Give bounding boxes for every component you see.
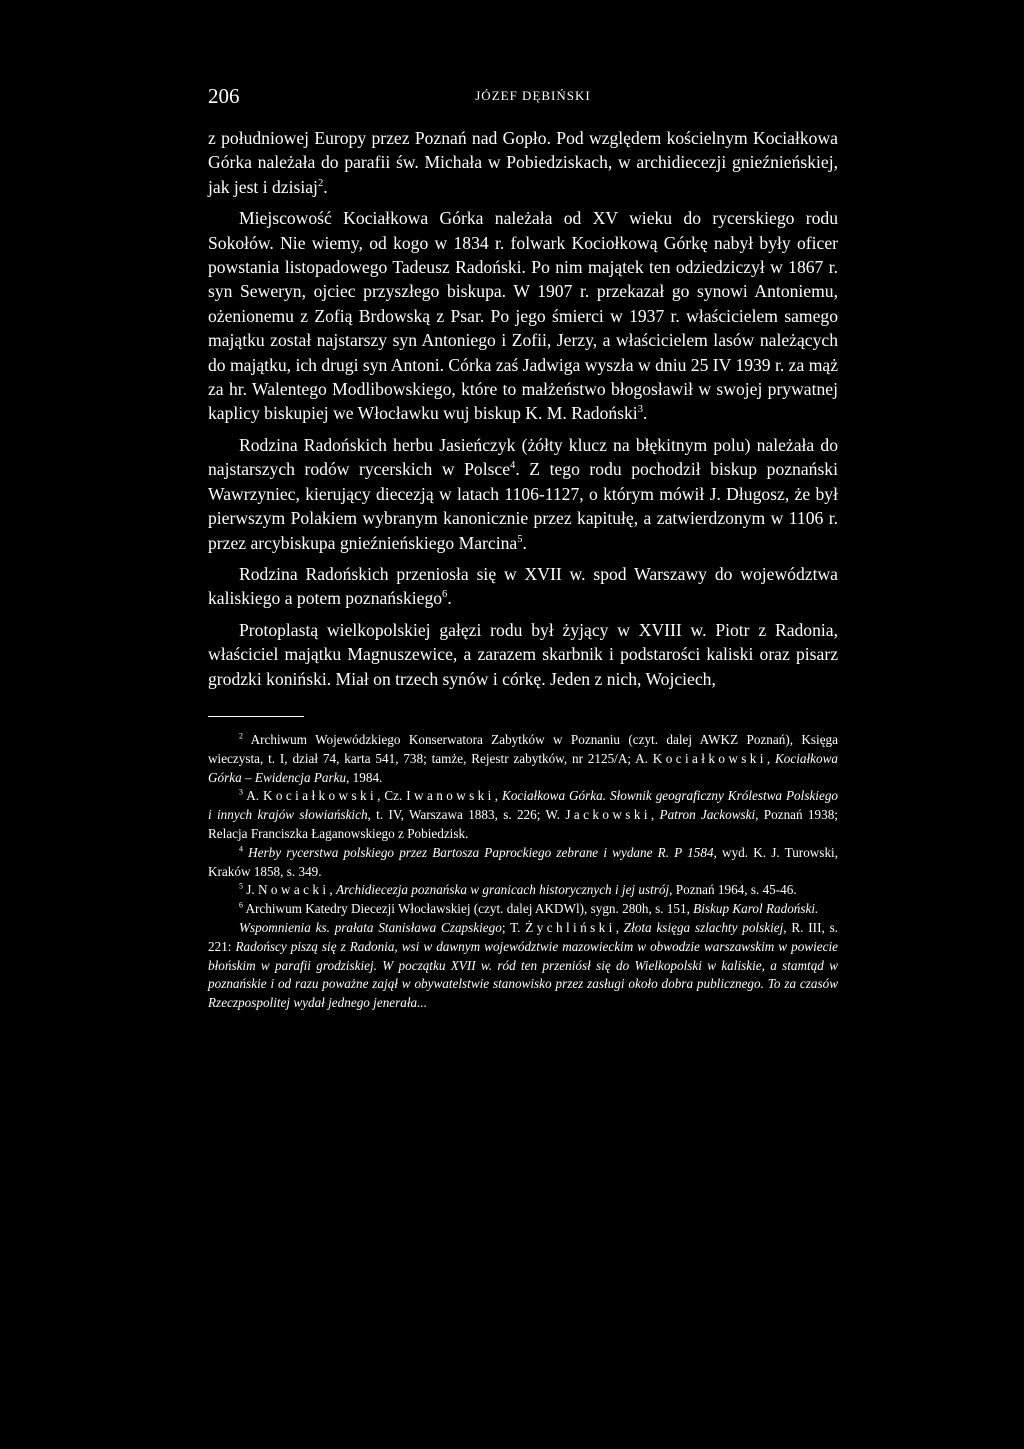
footnote-ref[interactable]: 5 [517, 533, 523, 545]
paragraph-1: z południowej Europy przez Poznań nad Gopło. Pod względem kościelnym Kociałkowa Górka należała do parafii św. Michała w Pobiedziskach, w archidiecezji gnieźnieńskiej, jak jest i dzisiaj$^2$. [208, 128, 838, 197]
footnote-2: $^2$ Archiwum Wojewódzkiego Konserwatora Zabytków w Poznaniu (czyt. dalej AWKZ Poznań), Księga wieczysta, t. I, dział 74, karta 541, 738; tamże, Rejestr zabytków, nr 2125/A; A. Kociałkowski, Kociałkowa Górka – Ewidencja Parku, 1984. [208, 731, 839, 785]
footnote-ref[interactable]: 6 [442, 589, 448, 601]
paragraph-2: Miejscowość Kociałkowa Górka należała od XV wieku do rycerskiego rodu Sokołów. Nie wiemy, od kogo w 1834 r. folwark Kociołkową Górkę nabył były oficer powstania listopadowego Tadeusz Radoński. Po nim majątek ten odziedziczył w 1867 r. syn Seweryn, ojciec przyszłego biskupa. W 1907 r. przekazał go synowi Antoniemu, ożenionemu z Zofią Brdowską z Psar. Po jego śmierci w 1937 r. właścicielem samego majątku został najstarszy syn Antoniego i Zofii, Jerzy, a właścicielem lasów należących do majątku, ich drugi syn Antoni. Córka zaś Jadwiga wyszła w dniu 25 IV 1939 r. za mąż za hr. Walentego Modlibowskiego, które to małżeństwo błogosławił w swojej prywatnej kaplicy biskupiej we Włocławku wuj biskup K. M. Radoński$^3$. [208, 208, 838, 424]
footnote-4: $^4$ Herby rycerstwa polskiego przez Bartosza Paprockiego zebrane i wydane R. P 1584, wyd. K. J. Turowski, Kraków 1858, s. 349. [208, 844, 838, 879]
footnote-ref[interactable]: 3 [637, 404, 643, 416]
paragraph-4: Rodzina Radońskich przeniosła się w XVII w. spod Warszawy do województwa kaliskiego a potem poznańskiego$^6$. [208, 563, 838, 609]
page-header [208, 84, 838, 114]
page-number: 206 [208, 84, 240, 108]
footnote-separator [208, 716, 304, 717]
body-text [208, 126, 838, 691]
footnote-6-continued: Wspomnienia ks. prałata Stanisława Czapskiego; T. Żychliński, Złota księga szlachty polskiej, R. III, s. 221: Radońscy piszą się z Radonia, wsi w dawnym województwie mazowieckim w obwodzie warszawskim w powiecie błońskim w parafii grodziskiej. W początku XVII w. ród ten przeniósł się do Wielkopolski w kaliskie, a stamtąd w poznańskie i od razu poważne zajął w obywatelstwie stanowisko przez zasługi około dobra publicznego. To za czasów Rzeczpospolitej wydał jednego jenerała... [208, 919, 838, 1011]
footnote-3: $^3$ A. Kociałkowski, Cz. Iwanowski, Kociałkowa Górka. Słownik geograficzny Królestwa Polskiego i innych krajów słowiańskich, t. IV, Warszawa 1883, s. 226; W. Jackowski, Patron Jackowski, Poznań 1938; Relacja Franciszka Łaganowskiego z Pobiedzisk. [208, 788, 839, 841]
footnote-6: $^6$ Archiwum Katedry Diecezji Włocławskiej (czyt. dalej AKDWl), sygn. 280h, s. 151, Biskup Karol Radoński. [239, 900, 819, 917]
footnotes [208, 731, 838, 1013]
paragraph-5: Protoplastą wielkopolskiej gałęzi rodu był żyjący w XVIII w. Piotr z Radonia, właściciel majątku Magnuszewice, a zarazem skarbnik i podstarości kaliski oraz pisarz grodzki koniński. Miał on trzech synów i córkę. Jeden z nich, Wojciech, [208, 619, 838, 689]
footnote-5: $^5$ J. Nowacki, Archidiecezja poznańska w granicach historycznych i jej ustrój, Poznań 1964, s. 45-46. [239, 881, 797, 898]
paragraph-3: Rodzina Radońskich herbu Jasieńczyk (żółty klucz na błękitnym polu) należała do najstarszych rodów rycerskich w Polsce$^4$. Z tego rodu pochodził biskup poznański Wawrzyniec, kierujący diecezją w latach 1106-1127, o którym mówił J. Długosz, że był pierwszym Polakiem wybranym kanonicznie przez kapitułę, a zatwierdzonym w 1106 r. przez arcybiskupa gnieźnieńskiego Marcina$^5$. [208, 434, 838, 553]
footnote-ref[interactable]: 2 [317, 177, 324, 189]
running-head: JÓZEF DĘBIŃSKI [475, 88, 591, 103]
footnote-ref[interactable]: 4 [510, 460, 516, 472]
